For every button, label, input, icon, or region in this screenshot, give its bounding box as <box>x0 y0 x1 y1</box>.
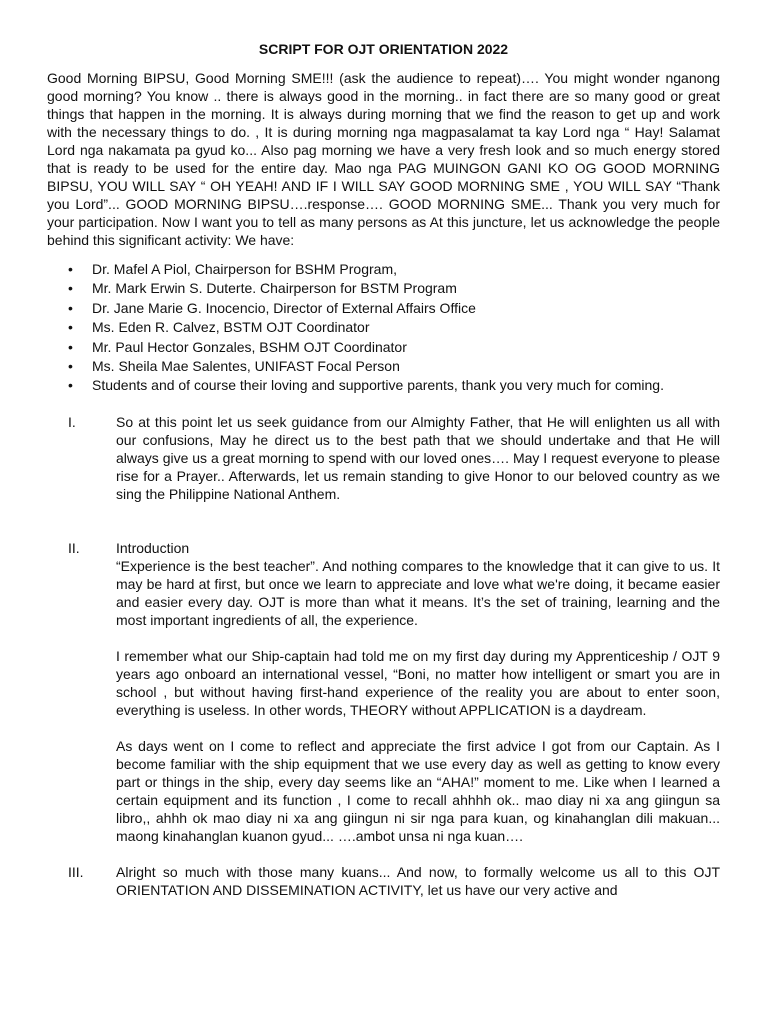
intro-paragraph: Good Morning BIPSU, Good Morning SME!!! (ask the audience to repeat)…. You might wonder nganong good morning? You know .. there is always good in the morning.. in fact there are so many good or great things that happen in the morning. It is always during morning that we find the reason to get up and work with the necessary things to do. , It is during morning nga magpasalamat ta kay Lord nga “ Hay! Salamat Lord nga nakamata pa gyud ko... Also pag morning we have a very fresh look and so much energy stored that is ready to be used for the entire day. Mao nga PAG MUINGON GANI KO OG GOOD MORNING BIPSU, YOU WILL SAY “ OH YEAH! AND IF I WILL SAY GOOD MORNING SME , YOU WILL SAY “Thank you Lord”... GOOD MORNING BIPSU….response…. GOOD MORNING SME... Thank you very much for your participation. Now I want you to tell as many persons as At this juncture, let us acknowledge the people behind this significant activity: We have: <box>47 70 720 248</box>
section-prayer <box>47 413 720 503</box>
section-paragraph: “Experience is the best teacher”. And nothing compares to the knowledge that it can give to us. It may be hard at first, but once we learn to appreciate and love what we're doing, it became easier and easier every day. OJT is more than what it means. It’s the set of training, learning and the most important ingredients of all, the experience. <box>116 558 720 629</box>
section-number: III. <box>68 864 84 881</box>
bullet-icon: • <box>68 261 73 277</box>
list-item <box>47 299 720 317</box>
list-item <box>47 376 720 394</box>
section-paragraph: I remember what our Ship-captain had told me on my first day during my Apprenticeship / OJT 9 years ago onboard an international vessel, “Boni, no matter how intelligent or smart you are in school , but without having first-hand experience of the reality you are about to enter soon, everything is useless. In other words, THEORY without APPLICATION is a daydream. <box>116 648 720 719</box>
list-item <box>47 260 720 278</box>
acknowledgement-list <box>47 260 720 394</box>
section-paragraph: Alright so much with those many kuans... And now, to formally welcome us all to this OJT ORIENTATION AND DISSEMINATION ACTIVITY, let us have our very active and <box>116 864 720 899</box>
list-item-text: Students and of course their loving and supportive parents, thank you very much for coming. <box>92 377 664 394</box>
bullet-icon: • <box>68 338 73 355</box>
section-number: II. <box>68 540 80 557</box>
list-item <box>47 357 720 375</box>
bullet-icon: • <box>68 280 73 297</box>
list-item-text: Dr. Mafel A Piol, Chairperson for BSHM Program, <box>92 261 397 277</box>
list-item-text: Ms. Eden R. Calvez, BSTM OJT Coordinator <box>92 319 370 336</box>
list-item-text: Dr. Jane Marie G. Inocencio, Director of External Affairs Office <box>92 299 476 316</box>
list-item-text: Mr. Mark Erwin S. Duterte. Chairperson for BSTM Program <box>92 280 457 297</box>
list-item <box>47 279 720 297</box>
list-item <box>47 318 720 336</box>
section-introduction <box>47 539 720 845</box>
list-item <box>47 338 720 356</box>
page-title: SCRIPT FOR OJT ORIENTATION 2022 <box>258 41 509 57</box>
bullet-icon: • <box>68 319 73 336</box>
list-item-text: Ms. Sheila Mae Salentes, UNIFAST Focal Person <box>92 357 400 374</box>
bullet-icon: • <box>68 357 73 374</box>
section-welcome <box>47 863 720 899</box>
section-paragraph: So at this point let us seek guidance from our Almighty Father, that He will enlighten us all with our confusions, May he direct us to the best path that we should undertake and that He will always give us a great morning to spend with our loved ones…. May I request everyone to please rise for a Prayer.. Afterwards, let us remain standing to give Honor to our beloved country as we sing the Philippine National Anthem. <box>116 414 720 503</box>
section-number: I. <box>68 414 76 431</box>
bullet-icon: • <box>68 377 73 394</box>
list-item-text: Mr. Paul Hector Gonzales, BSHM OJT Coordinator <box>92 338 407 355</box>
section-heading: Introduction <box>116 540 190 557</box>
section-paragraph: As days went on I come to reflect and appreciate the first advice I got from our Captain. As I become familiar with the ship equipment that we use every day as well as getting to know every part or things in the ship, every day seems like an “AHA!” moment to me. Like when I learned a certain equipment and its function , I come to recall ahhhh ok.. mao diay ni xa ang giingun sa libro,, ahhh ok mao diay ni xa ang giingun ni sir nga para kuan, og kinahanglan dili makuan... maong kinahanglan kuanon gyud... ….ambot unsa ni nga kuan…. <box>116 738 720 845</box>
bullet-icon: • <box>68 299 73 316</box>
